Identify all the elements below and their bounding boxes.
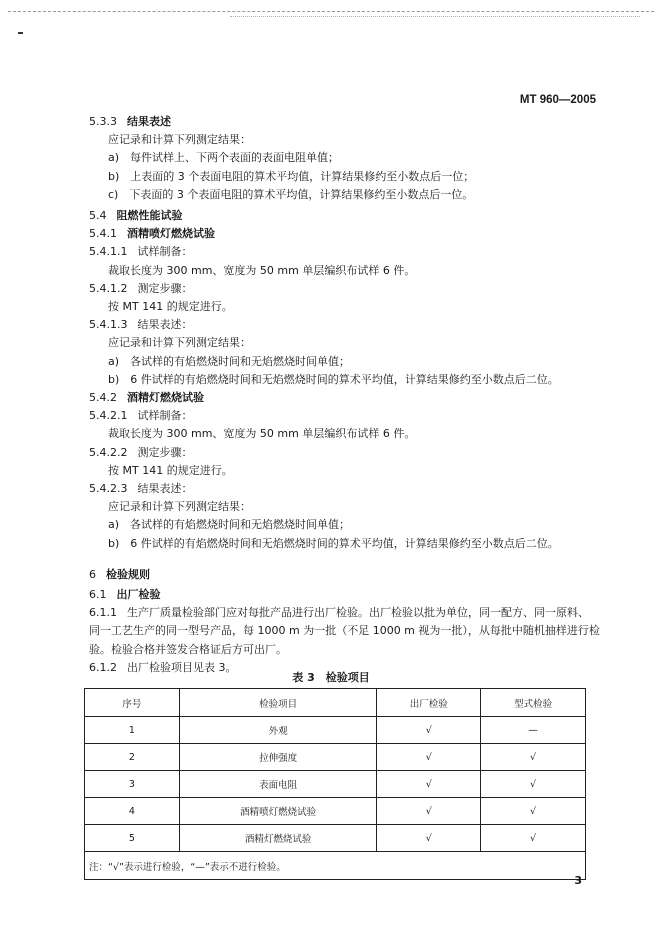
section-number: 5.4.2.2	[89, 445, 128, 459]
section-line	[89, 446, 192, 460]
section-title: 出厂检验项目见表 3。	[127, 660, 237, 674]
section-line	[89, 606, 589, 620]
paragraph-text: 同一工艺生产的同一型号产品，每 1000 m 为一批（不足 1000 m 视为一批），从每批中随机抽样进行检	[89, 624, 600, 638]
header-cell: 型式检验	[481, 689, 586, 717]
paragraph-text: b) 6 件试样的有焰燃烧时间和无焰燃烧时间的算术平均值，计算结果修约至小数点后二位。	[108, 372, 559, 386]
item-name-cell: 酒精喷灯燃烧试验	[179, 798, 377, 825]
paragraph-text: a) 各试样的有焰燃烧时间和无焰燃烧时间单值；	[108, 518, 351, 532]
scan-mark	[18, 32, 23, 34]
text-line	[108, 373, 559, 387]
section-title: 结果表述：	[137, 318, 193, 332]
type-inspection-cell: √	[481, 744, 586, 771]
page-number: 3	[574, 874, 582, 887]
section-line	[89, 391, 204, 405]
paragraph-text: b) 6 件试样的有焰燃烧时间和无焰燃烧时间的算术平均值，计算结果修约至小数点后二位。	[108, 536, 559, 550]
text-line	[89, 643, 287, 657]
item-name-cell: 拉伸强度	[179, 744, 377, 771]
section-title: 测定步骤：	[137, 281, 193, 295]
factory-inspection-cell: √	[377, 744, 481, 771]
section-line	[89, 227, 215, 241]
text-line	[108, 537, 559, 551]
section-number: 5.4.1.1	[89, 245, 128, 259]
paragraph-text: 裁取长度为 300 mm、宽度为 50 mm 单层编织布试样 6 件。	[108, 427, 416, 441]
header-cell: 序号	[85, 689, 180, 717]
paragraph-text: 验。检验合格并签发合格证后方可出厂。	[89, 642, 287, 656]
table-row	[85, 744, 586, 771]
paragraph-text: 应记录和计算下列测定结果：	[108, 133, 251, 147]
section-number: 5.4.1.3	[89, 318, 128, 332]
section-number: 6.1	[89, 588, 107, 601]
scan-top-edge	[8, 11, 654, 12]
section-line	[89, 482, 192, 496]
section-line	[89, 115, 171, 129]
factory-inspection-cell: √	[377, 825, 481, 852]
paragraph-text: b) 上表面的 3 个表面电阻的算术平均值，计算结果修约至小数点后一位；	[108, 169, 475, 183]
table-caption: 表 3 检验项目	[292, 671, 370, 684]
text-line	[108, 188, 473, 202]
inspection-items-table	[84, 688, 586, 880]
section-title: 出厂检验	[116, 588, 161, 601]
section-title: 酒精灯燃烧试验	[127, 391, 204, 404]
section-number: 5.4.1	[89, 227, 117, 241]
item-name-cell: 酒精灯燃烧试验	[179, 825, 377, 852]
section-title: 酒精喷灯燃烧试验	[127, 227, 215, 241]
section-number: 5.4.2	[89, 391, 117, 404]
paragraph-text: 按 MT 141 的规定进行。	[108, 463, 233, 477]
text-line	[108, 500, 251, 514]
text-line	[108, 170, 474, 184]
text-line	[108, 151, 339, 165]
scan-top-edge-dots	[230, 16, 640, 17]
item-name-cell: 表面电阻	[179, 771, 377, 798]
section-title: 结果表述	[127, 115, 171, 128]
section-line	[89, 588, 161, 602]
section-number: 5.4	[89, 209, 107, 222]
section-title: 试样制备：	[137, 409, 193, 423]
table-row	[85, 717, 586, 744]
row-number-cell: 1	[85, 717, 180, 744]
type-inspection-cell: —	[481, 717, 586, 744]
table-note-row	[85, 852, 586, 880]
section-line	[89, 318, 192, 332]
section-title: 结果表述：	[137, 482, 193, 495]
section-title: 试样制备：	[137, 245, 193, 259]
paragraph-text: 应记录和计算下列测定结果：	[108, 336, 251, 350]
section-number: 6.1.2	[89, 660, 117, 674]
header-cell: 出厂检验	[377, 689, 481, 717]
standard-number: MT 960—2005	[519, 94, 596, 106]
row-number-cell: 5	[85, 825, 180, 852]
paragraph-text: a) 每件试样上、下两个表面的表面电阻单值；	[108, 151, 340, 165]
section-number: 5.4.1.2	[89, 281, 128, 295]
item-name-cell: 外观	[179, 717, 377, 744]
section-title: 阻燃性能试验	[116, 209, 183, 222]
text-line	[108, 355, 350, 369]
section-line	[89, 409, 192, 423]
section-line	[89, 245, 192, 259]
section-number: 6	[89, 567, 96, 581]
factory-inspection-cell: √	[377, 717, 481, 744]
header-cell: 检验项目	[179, 689, 377, 717]
section-line	[89, 282, 192, 296]
section-line	[89, 209, 183, 223]
section-number: 5.3.3	[89, 115, 117, 128]
section-title: 检验规则	[106, 567, 150, 581]
text-line	[108, 518, 350, 532]
text-line	[108, 464, 233, 478]
row-number-cell: 4	[85, 798, 180, 825]
row-number-cell: 2	[85, 744, 180, 771]
text-line	[108, 133, 251, 147]
paragraph-text: c) 下表面的 3 个表面电阻的算术平均值，计算结果修约至小数点后一位。	[108, 187, 474, 201]
type-inspection-cell: √	[481, 798, 586, 825]
text-line	[108, 300, 233, 314]
text-line	[108, 264, 415, 278]
factory-inspection-cell: √	[377, 798, 481, 825]
section-line	[89, 568, 150, 582]
text-line	[89, 624, 600, 638]
table-row	[85, 771, 586, 798]
section-number: 5.4.2.3	[89, 482, 128, 495]
section-number: 6.1.1	[89, 606, 117, 620]
table-note: 注：“√”表示进行检验，“—”表示不进行检验。	[85, 852, 586, 880]
text-line	[108, 336, 251, 350]
text-line	[108, 427, 415, 441]
table-row	[85, 825, 586, 852]
paragraph-text: 应记录和计算下列测定结果：	[108, 500, 251, 514]
paragraph-text: a) 各试样的有焰燃烧时间和无焰燃烧时间单值；	[108, 354, 351, 368]
type-inspection-cell: √	[481, 825, 586, 852]
row-number-cell: 3	[85, 771, 180, 798]
section-title: 测定步骤：	[137, 445, 193, 459]
table-row	[85, 798, 586, 825]
table-header-row	[85, 689, 586, 717]
factory-inspection-cell: √	[377, 771, 481, 798]
section-number: 5.4.2.1	[89, 409, 128, 423]
section-title: 生产厂质量检验部门应对每批产品进行出厂检验。出厂检验以批为单位，同一配方、同一原料、	[127, 606, 589, 620]
type-inspection-cell: √	[481, 771, 586, 798]
paragraph-text: 裁取长度为 300 mm、宽度为 50 mm 单层编织布试样 6 件。	[108, 263, 416, 277]
paragraph-text: 按 MT 141 的规定进行。	[108, 300, 233, 313]
